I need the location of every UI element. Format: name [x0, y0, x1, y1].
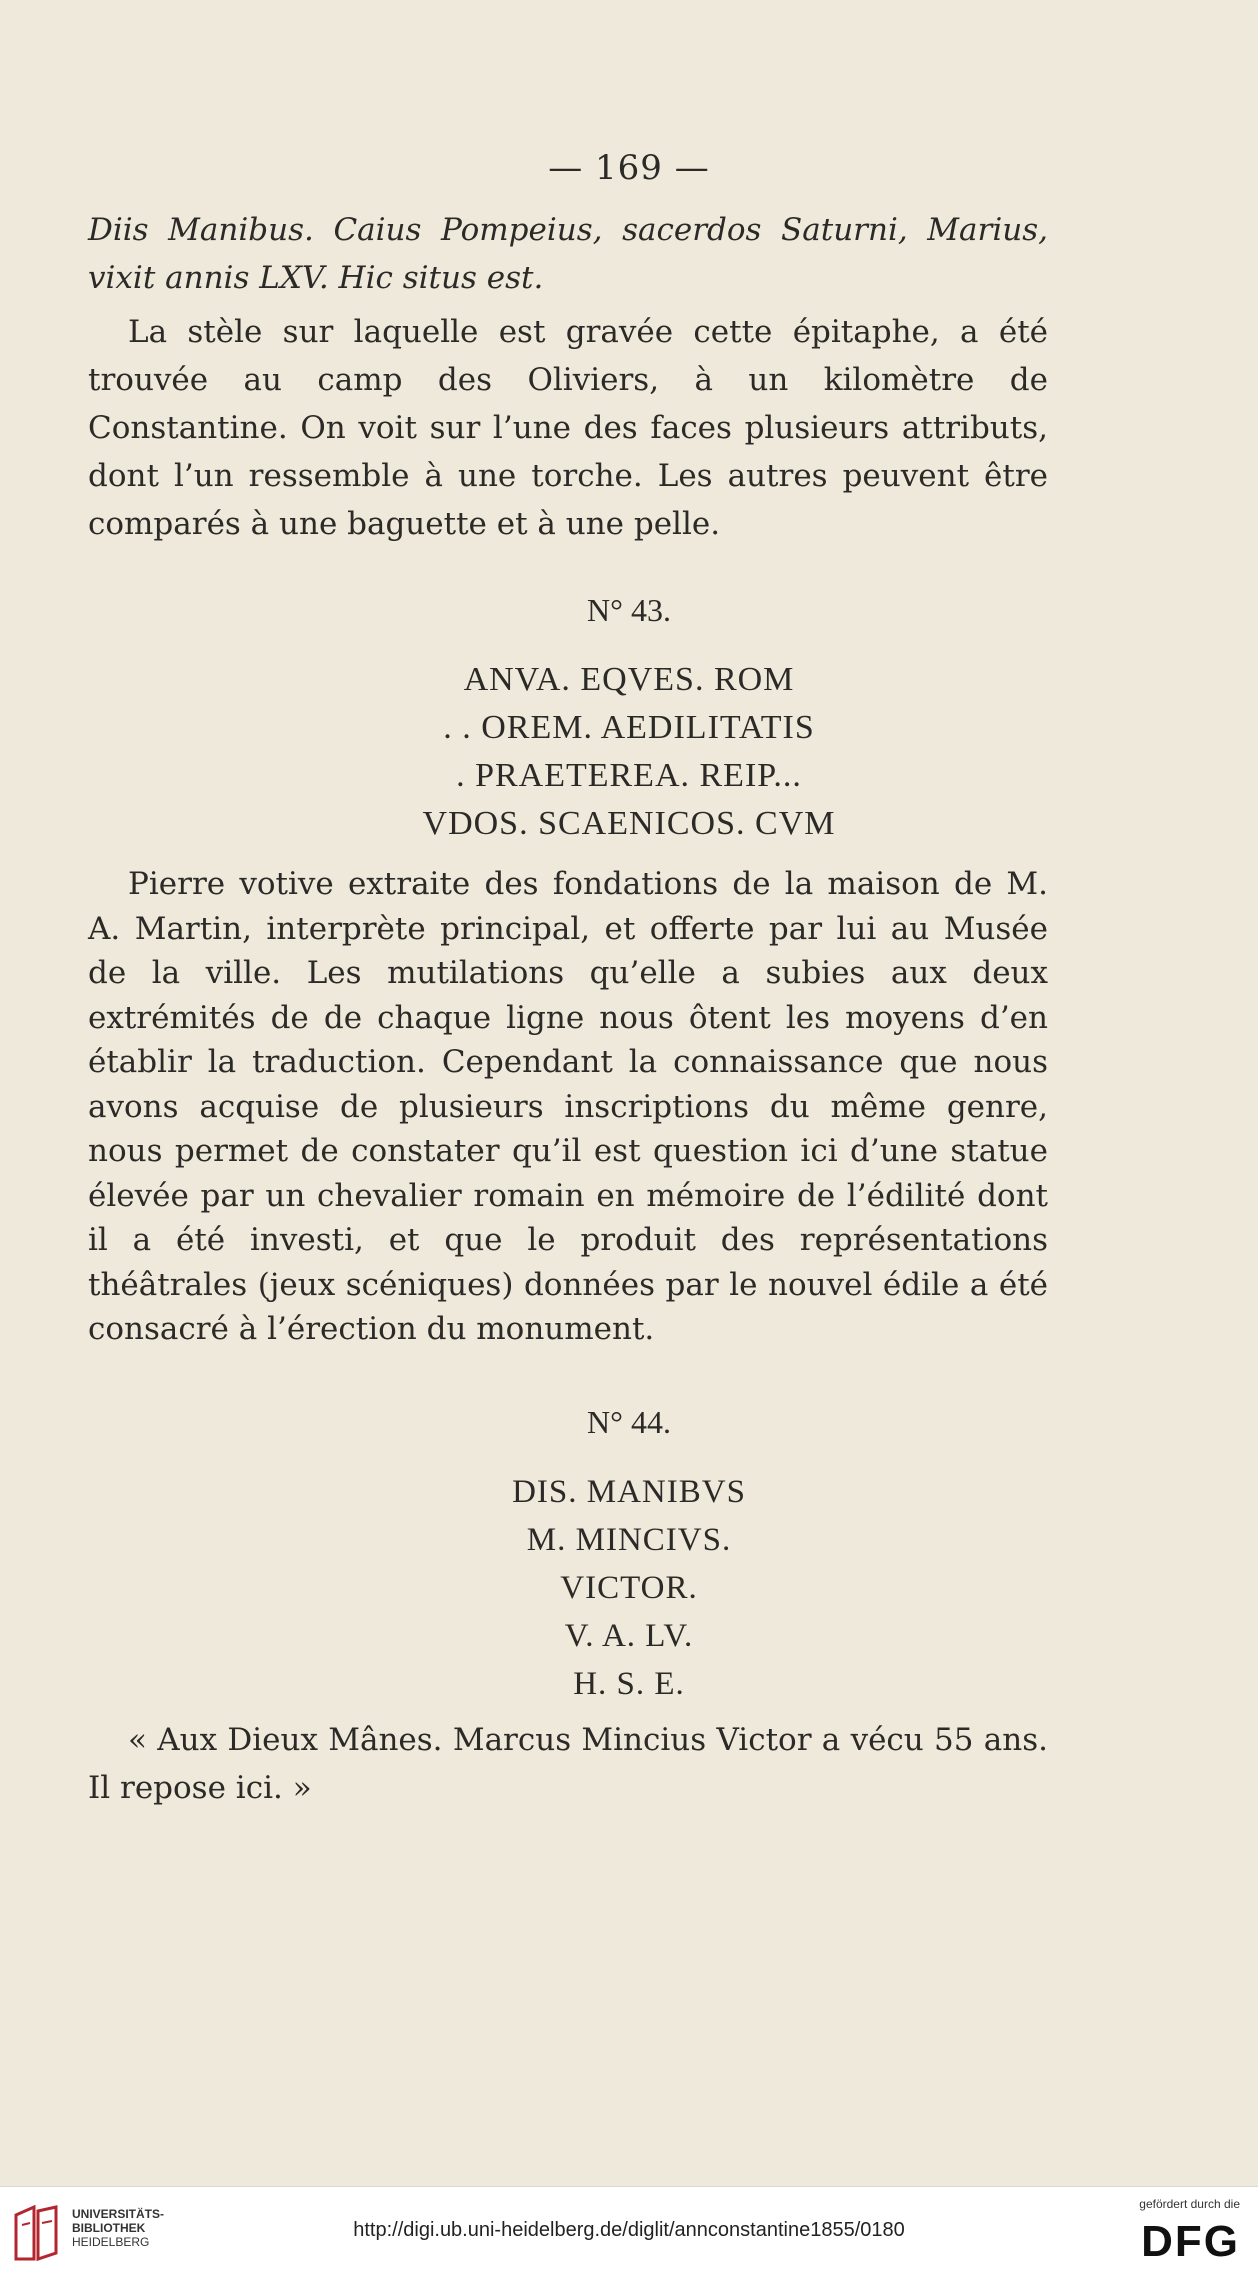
inscription-line: ANVA. EQVES. ROM — [463, 661, 795, 698]
inscription-line: VICTOR. — [560, 1570, 698, 1606]
heading-no43: N° 43. — [587, 592, 671, 628]
inscription-no44 — [0, 1468, 1258, 1708]
inscription-line: . PRAETEREA. REIP... — [456, 757, 802, 794]
inscription-no43 — [0, 656, 1258, 848]
dfg-logo: DFG — [1141, 2217, 1240, 2266]
inscription-line: H. S. E. — [573, 1666, 685, 1702]
intro-italic: Diis Manibus. Caius Pompeius, sacerdos Saturni, Marius, vixit annis LXV. Hic situs est. — [88, 212, 1048, 296]
paragraph-2: Pierre votive extraite des fondations de la maison de M. A. Martin, interprète principal, et offerte par lui au Musée de la ville. Les mutilations qu’elle a subies aux deux extrémités de de chaque ligne nous ôtent les moyens d’en établir la traduction. Cependant la connaissance que nous avons acquise de plusieurs inscriptions du même genre, nous permet de constater qu’il est question ici d’une statue élevée par un chevalier romain en mémoire de l’édilité dont il a été investi, et que le produit des représentations théâtrales (jeux scéniques) données par le nouvel édile a été consacré à l’érection du monument. — [88, 866, 1048, 1347]
inscription-line: V. A. LV. — [564, 1618, 694, 1654]
inscription-line: DIS. MANIBVS — [512, 1474, 746, 1510]
source-url-link[interactable]: http://digi.ub.uni-heidelberg.de/diglit/annconstantine1855/0180 — [353, 2219, 905, 2241]
inscription-line: . . OREM. AEDILITATIS — [443, 709, 815, 746]
page-number: — 169 — — [548, 148, 710, 188]
paragraph-1: La stèle sur laquelle est gravée cette épitaphe, a été trouvée au camp des Oliviers, à un kilomètre de Constantine. On voit sur l’une des faces plusieurs attributs, dont l’un ressemble à une torche. Les autres peuvent être comparés à une baguette et à une pelle. — [88, 314, 1048, 542]
inscription-line: M. MINCIVS. — [526, 1522, 732, 1558]
inscription-line: VDOS. SCAENICOS. CVM — [422, 805, 836, 842]
library-name: UNIVERSITÄTS- BIBLIOTHEK HEIDELBERG — [72, 2207, 165, 2249]
paragraph-3: « Aux Dieux Mânes. Marcus Mincius Victor a vécu 55 ans. Il repose ici. » — [88, 1722, 1048, 1806]
footer-bar — [0, 2186, 1258, 2277]
heading-no44: N° 44. — [587, 1404, 671, 1440]
funding-note: gefördert durch die — [1139, 2197, 1240, 2211]
